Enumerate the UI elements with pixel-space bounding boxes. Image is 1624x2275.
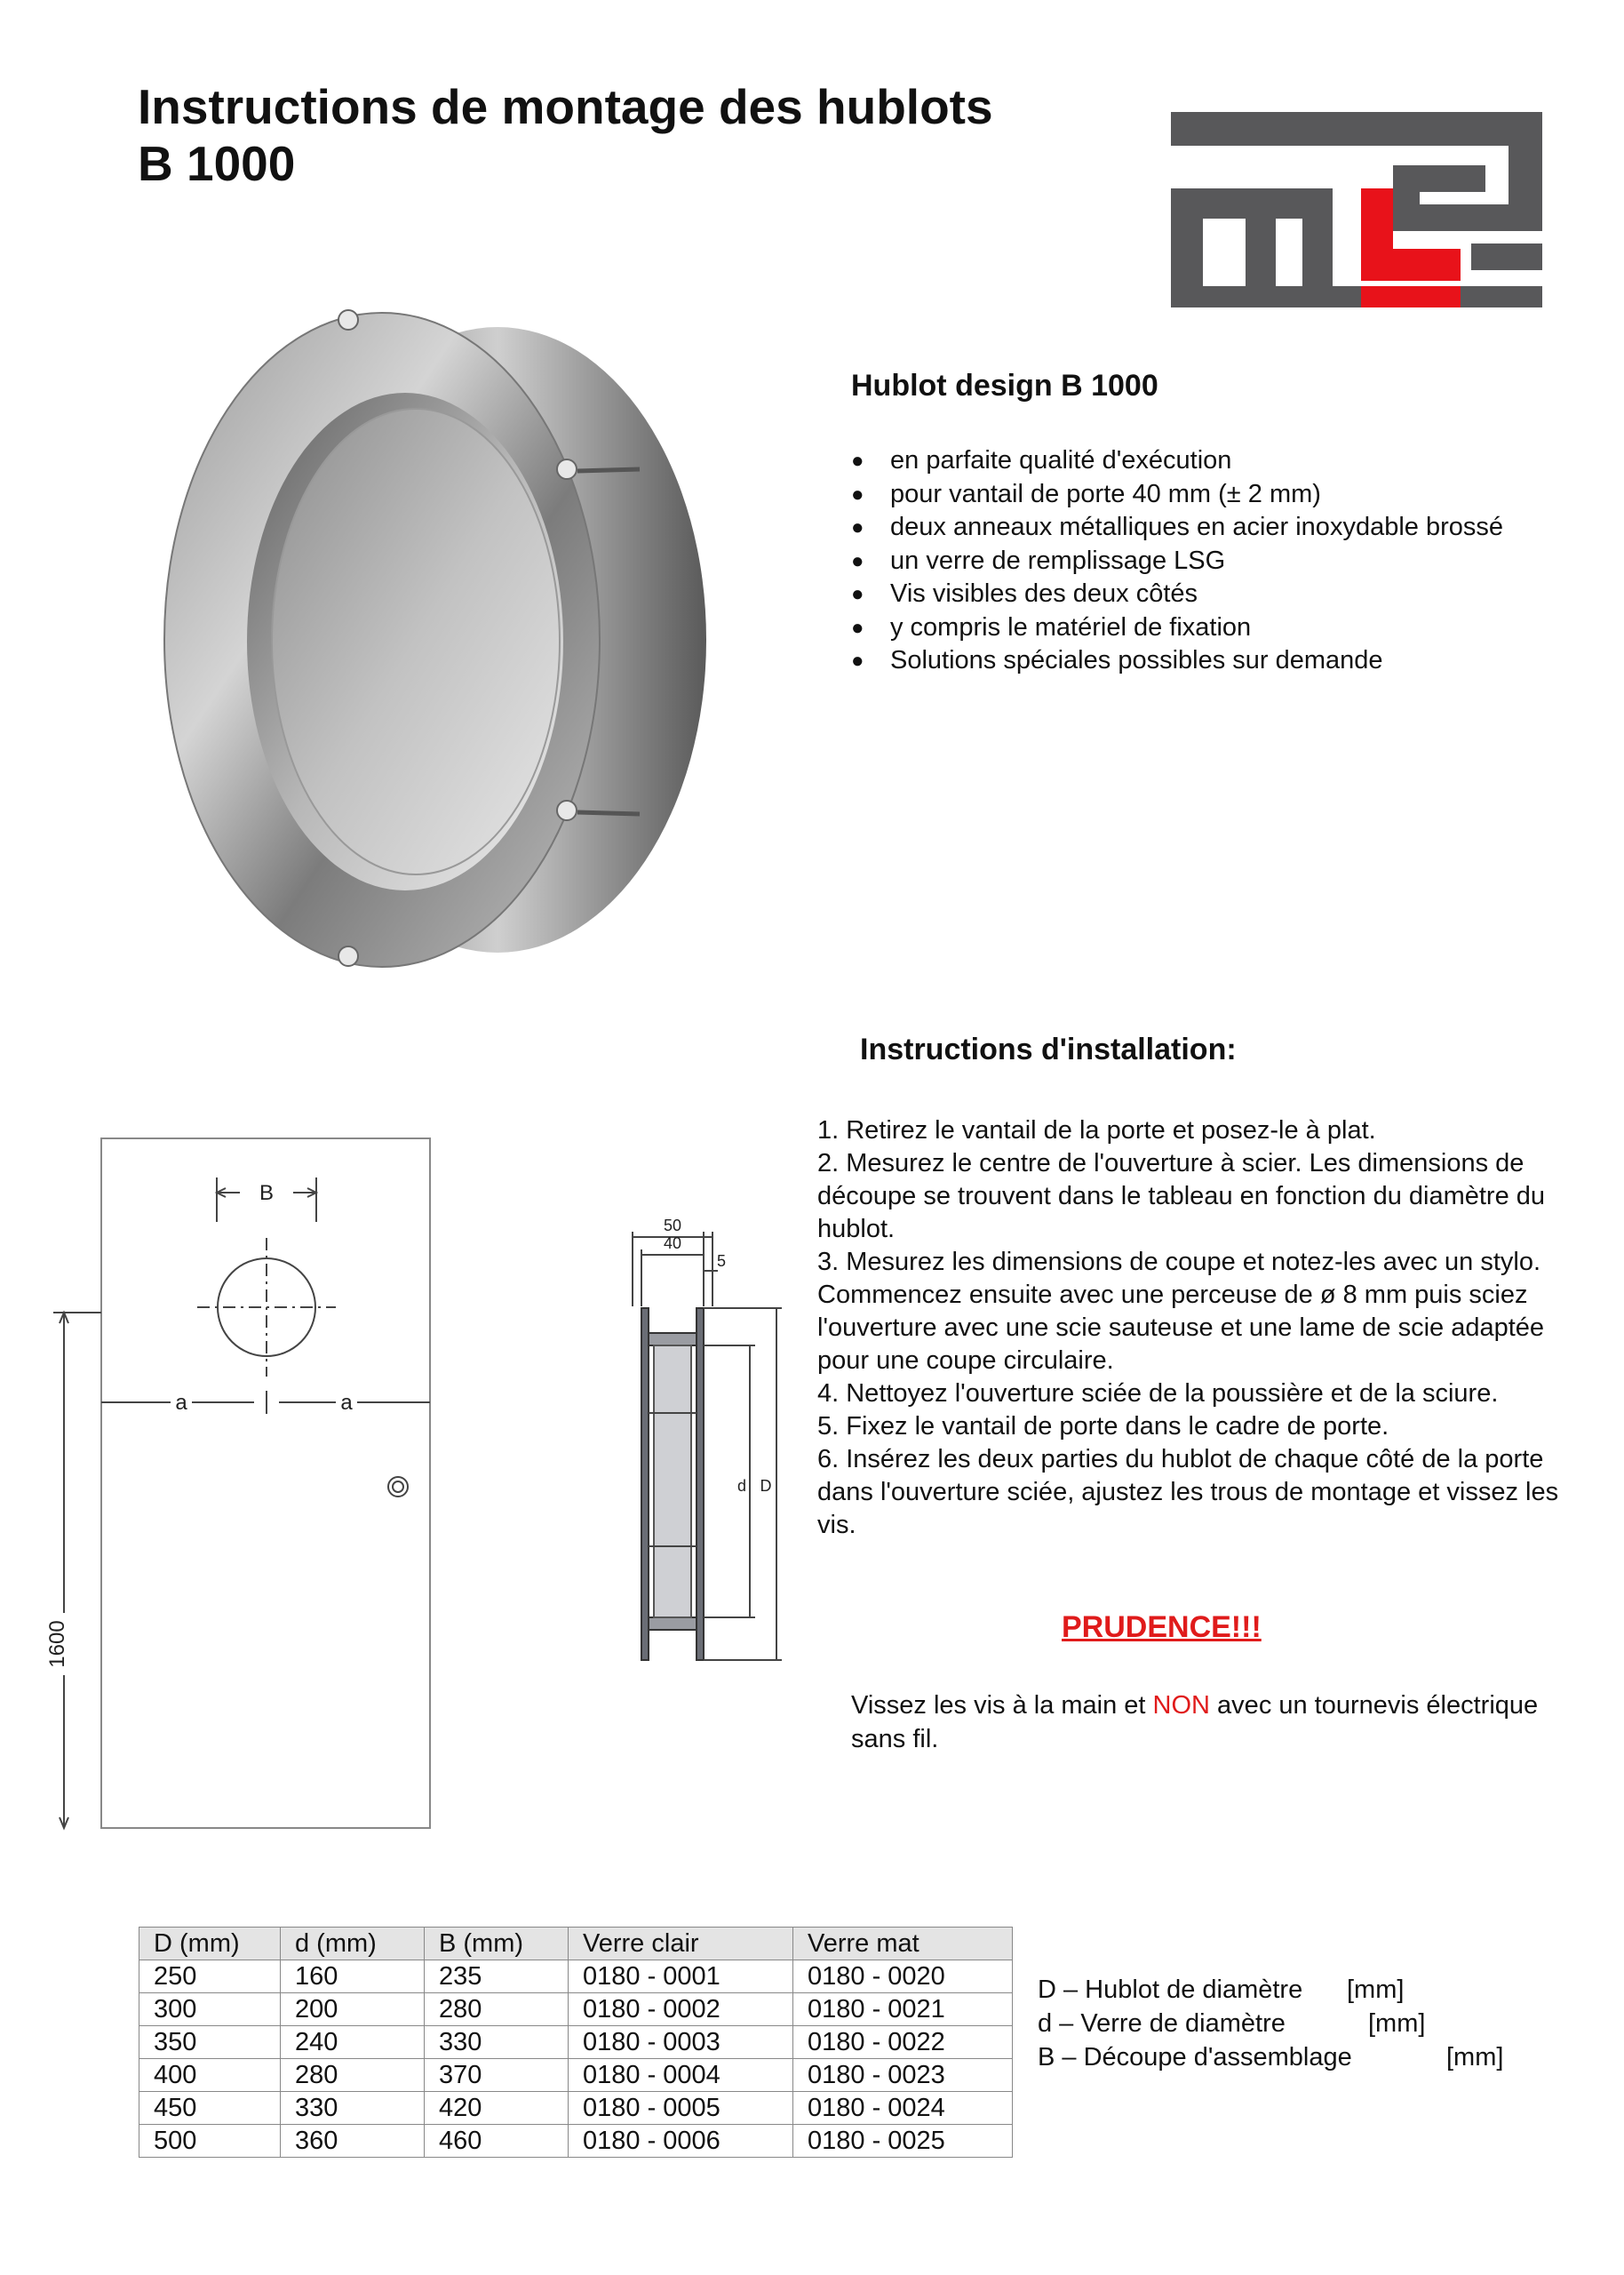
table-cell: 370 xyxy=(425,2059,569,2092)
door-diagram xyxy=(27,1124,444,1844)
warning-text-start: Vissez les vis à la main et xyxy=(851,1691,1153,1720)
table-cell: 330 xyxy=(425,2026,569,2059)
dim-5: 5 xyxy=(716,1252,727,1270)
label-a-right: a xyxy=(340,1391,353,1415)
table-row xyxy=(139,2125,1013,2158)
legend-unit: [mm] xyxy=(1347,1976,1405,2004)
table-header-row xyxy=(139,1928,1013,1960)
table-row xyxy=(139,1960,1013,1993)
installation-step: 2. Mesurez le centre de l'ouverture à scier. Les dimensions de découpe se trouvent dans le tableau en fonction du diamètre du hublot. xyxy=(817,1149,1546,1243)
installation-step: 4. Nettoyez l'ouverture sciée de la poussière et de la sciure. xyxy=(817,1379,1499,1408)
page-title xyxy=(138,78,993,192)
table-cell: 450 xyxy=(139,2092,281,2125)
title-line-2: B 1000 xyxy=(138,136,296,191)
table-row xyxy=(139,2059,1013,2092)
installation-step: 1. Retirez le vantail de la porte et posez-le à plat. xyxy=(817,1116,1376,1145)
feature-item: ● en parfaite qualité d'exécution xyxy=(851,444,1503,478)
table-cell: 0180 - 0001 xyxy=(569,1960,793,1993)
label-b: B xyxy=(259,1181,275,1205)
warning-text-end: avec un tournevis électrique sans fil. xyxy=(851,1691,1539,1753)
warning-title: PRUDENCE!!! xyxy=(1062,1610,1262,1644)
legend-label: d – Verre de diamètre xyxy=(1038,2009,1286,2038)
table-row xyxy=(139,2026,1013,2059)
feature-item: ● pour vantail de porte 40 mm (± 2 mm) xyxy=(851,478,1503,512)
table-cell: 0180 - 0006 xyxy=(569,2125,793,2158)
installation-step: 6. Insérez les deux parties du hublot de chaque côté de la porte dans l'ouverture sciée, ajustez les trous de montage et vissez les vis. xyxy=(817,1445,1559,1539)
title-line-1: Instructions de montage des hublots xyxy=(138,79,993,134)
table-cell: 0180 - 0003 xyxy=(569,2026,793,2059)
table-cell: 0180 - 0020 xyxy=(793,1960,1013,1993)
column-header: Verre clair xyxy=(569,1928,793,1960)
table-cell: 400 xyxy=(139,2059,281,2092)
legend-unit: [mm] xyxy=(1446,2043,1504,2071)
table-cell: 0180 - 0005 xyxy=(569,2092,793,2125)
installation-step: 3. Mesurez les dimensions de coupe et notez-les avec un stylo. Commencez ensuite avec une perceuse de ø 8 mm puis sciez l'ouverture avec une scie sauteuse et une lame de scie adaptée pour une coupe circulaire. xyxy=(817,1248,1545,1375)
legend-label: D – Hublot de diamètre xyxy=(1038,1976,1303,2004)
table-cell: 0180 - 0021 xyxy=(793,1993,1013,2026)
feature-item: ● y compris le matériel de fixation xyxy=(851,611,1503,645)
table-cell: 420 xyxy=(425,2092,569,2125)
table-cell: 460 xyxy=(425,2125,569,2158)
dim-40: 40 xyxy=(663,1234,682,1252)
table-cell: 360 xyxy=(281,2125,425,2158)
feature-item: ● un verre de remplissage LSG xyxy=(851,545,1503,579)
table-cell: 0180 - 0004 xyxy=(569,2059,793,2092)
table-cell: 280 xyxy=(281,2059,425,2092)
section-diagram xyxy=(604,1209,817,1671)
installation-steps xyxy=(817,1114,1599,1542)
warning-text xyxy=(851,1688,1562,1756)
table-cell: 200 xyxy=(281,1993,425,2026)
label-a-left: a xyxy=(175,1391,187,1415)
column-header: d (mm) xyxy=(281,1928,425,1960)
height-label: 1600 xyxy=(45,1620,69,1668)
mle-logo xyxy=(1171,112,1542,307)
dimension-table xyxy=(139,1927,1013,2158)
porthole-image xyxy=(107,293,728,995)
table-cell: 350 xyxy=(139,2026,281,2059)
table-cell: 235 xyxy=(425,1960,569,1993)
dim-50: 50 xyxy=(663,1217,682,1234)
feature-item: ● Vis visibles des deux côtés xyxy=(851,578,1503,611)
table-cell: 250 xyxy=(139,1960,281,1993)
table-row xyxy=(139,1993,1013,2026)
table-cell: 0180 - 0022 xyxy=(793,2026,1013,2059)
column-header: D (mm) xyxy=(139,1928,281,1960)
installation-step: 5. Fixez le vantail de porte dans le cadre de porte. xyxy=(817,1412,1389,1441)
feature-item: ● deux anneaux métalliques en acier inoxydable brossé xyxy=(851,511,1503,545)
table-cell: 0180 - 0024 xyxy=(793,2092,1013,2125)
table-cell: 0180 - 0025 xyxy=(793,2125,1013,2158)
table-cell: 0180 - 0002 xyxy=(569,1993,793,2026)
table-cell: 300 xyxy=(139,1993,281,2026)
product-title: Hublot design B 1000 xyxy=(851,369,1158,403)
table-cell: 0180 - 0023 xyxy=(793,2059,1013,2092)
table-cell: 280 xyxy=(425,1993,569,2026)
table-cell: 160 xyxy=(281,1960,425,1993)
warning-text-emphasis: NON xyxy=(1152,1691,1210,1720)
table-cell: 330 xyxy=(281,2092,425,2125)
feature-list xyxy=(851,444,1503,678)
label-d: d xyxy=(736,1477,747,1495)
label-D: D xyxy=(760,1477,772,1495)
feature-item: ● Solutions spéciales possibles sur demande xyxy=(851,644,1503,678)
column-header: B (mm) xyxy=(425,1928,569,1960)
table-cell: 240 xyxy=(281,2026,425,2059)
legend-label: B – Découpe d'assemblage xyxy=(1038,2043,1352,2071)
table-row xyxy=(139,2092,1013,2125)
table-cell: 500 xyxy=(139,2125,281,2158)
legend-unit: [mm] xyxy=(1368,2009,1426,2038)
column-header: Verre mat xyxy=(793,1928,1013,1960)
installation-title: Instructions d'installation: xyxy=(860,1033,1237,1066)
